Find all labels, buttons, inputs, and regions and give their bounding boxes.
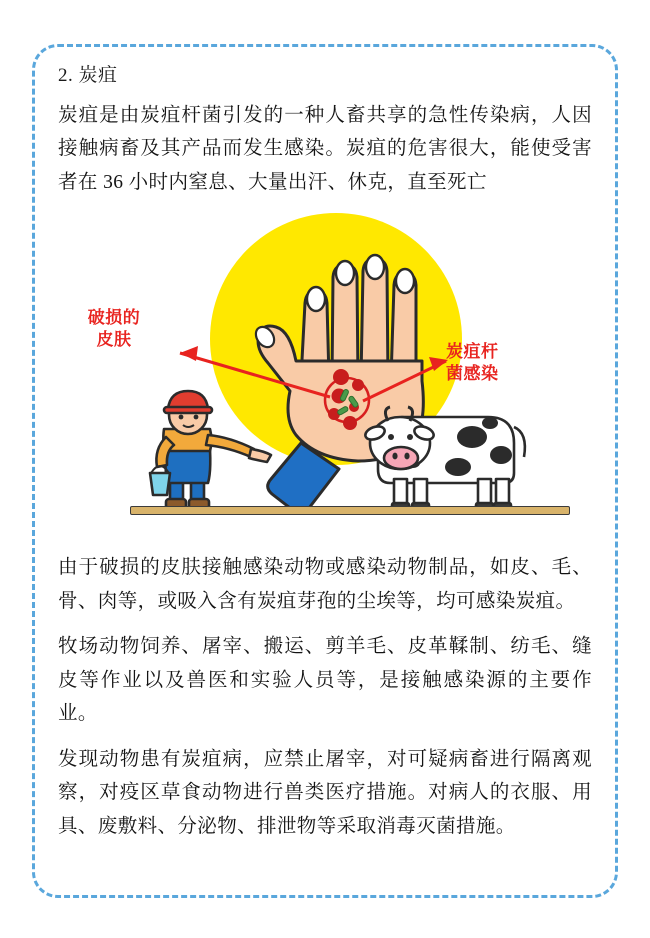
farmer-graphic	[150, 391, 271, 509]
body-paragraph-1: 由于破损的皮肤接触感染动物或感染动物制品，如皮、毛、骨、肉等，或吸入含有炭疽芽孢的尘埃等，均可感染炭疽。	[58, 557, 592, 612]
cow-graphic	[364, 407, 525, 511]
label-anthrax-infection-line2: 菌感染	[446, 364, 499, 384]
body-paragraph-3: 发现动物患有炭疽病，应禁止屠宰，对可疑病畜进行隔离观察，对疫区草食动物进行兽类医疗措施。对病人的衣服、用具、废敷料、分泌物、排泄物等采取消毒灭菌措施。	[58, 748, 592, 837]
document-content	[58, 62, 592, 882]
label-anthrax-infection-line1: 炭疽杆	[446, 342, 499, 362]
label-broken-skin-line1: 破损的	[87, 308, 141, 328]
label-broken-skin-line2: 皮肤	[96, 330, 132, 350]
intro-paragraph: 炭疽是由炭疽杆菌引发的一种人畜共享的急性传染病，人因接触病畜及其产品而发生感染。炭疽的危害很大，能使受害者在 36 小时内窒息、大量出汗、休克，直至死亡	[58, 104, 592, 193]
ground-line	[130, 506, 570, 515]
section-heading: 2. 炭疽	[58, 65, 118, 86]
illustration	[58, 211, 592, 541]
label-anthrax-infection	[446, 341, 556, 385]
label-broken-skin	[60, 307, 168, 351]
body-paragraph-2: 牧场动物饲养、屠宰、搬运、剪羊毛、皮革鞣制、纺毛、缝皮等作业以及兽医和实验人员等，是接触感染源的主要作业。	[58, 636, 592, 725]
